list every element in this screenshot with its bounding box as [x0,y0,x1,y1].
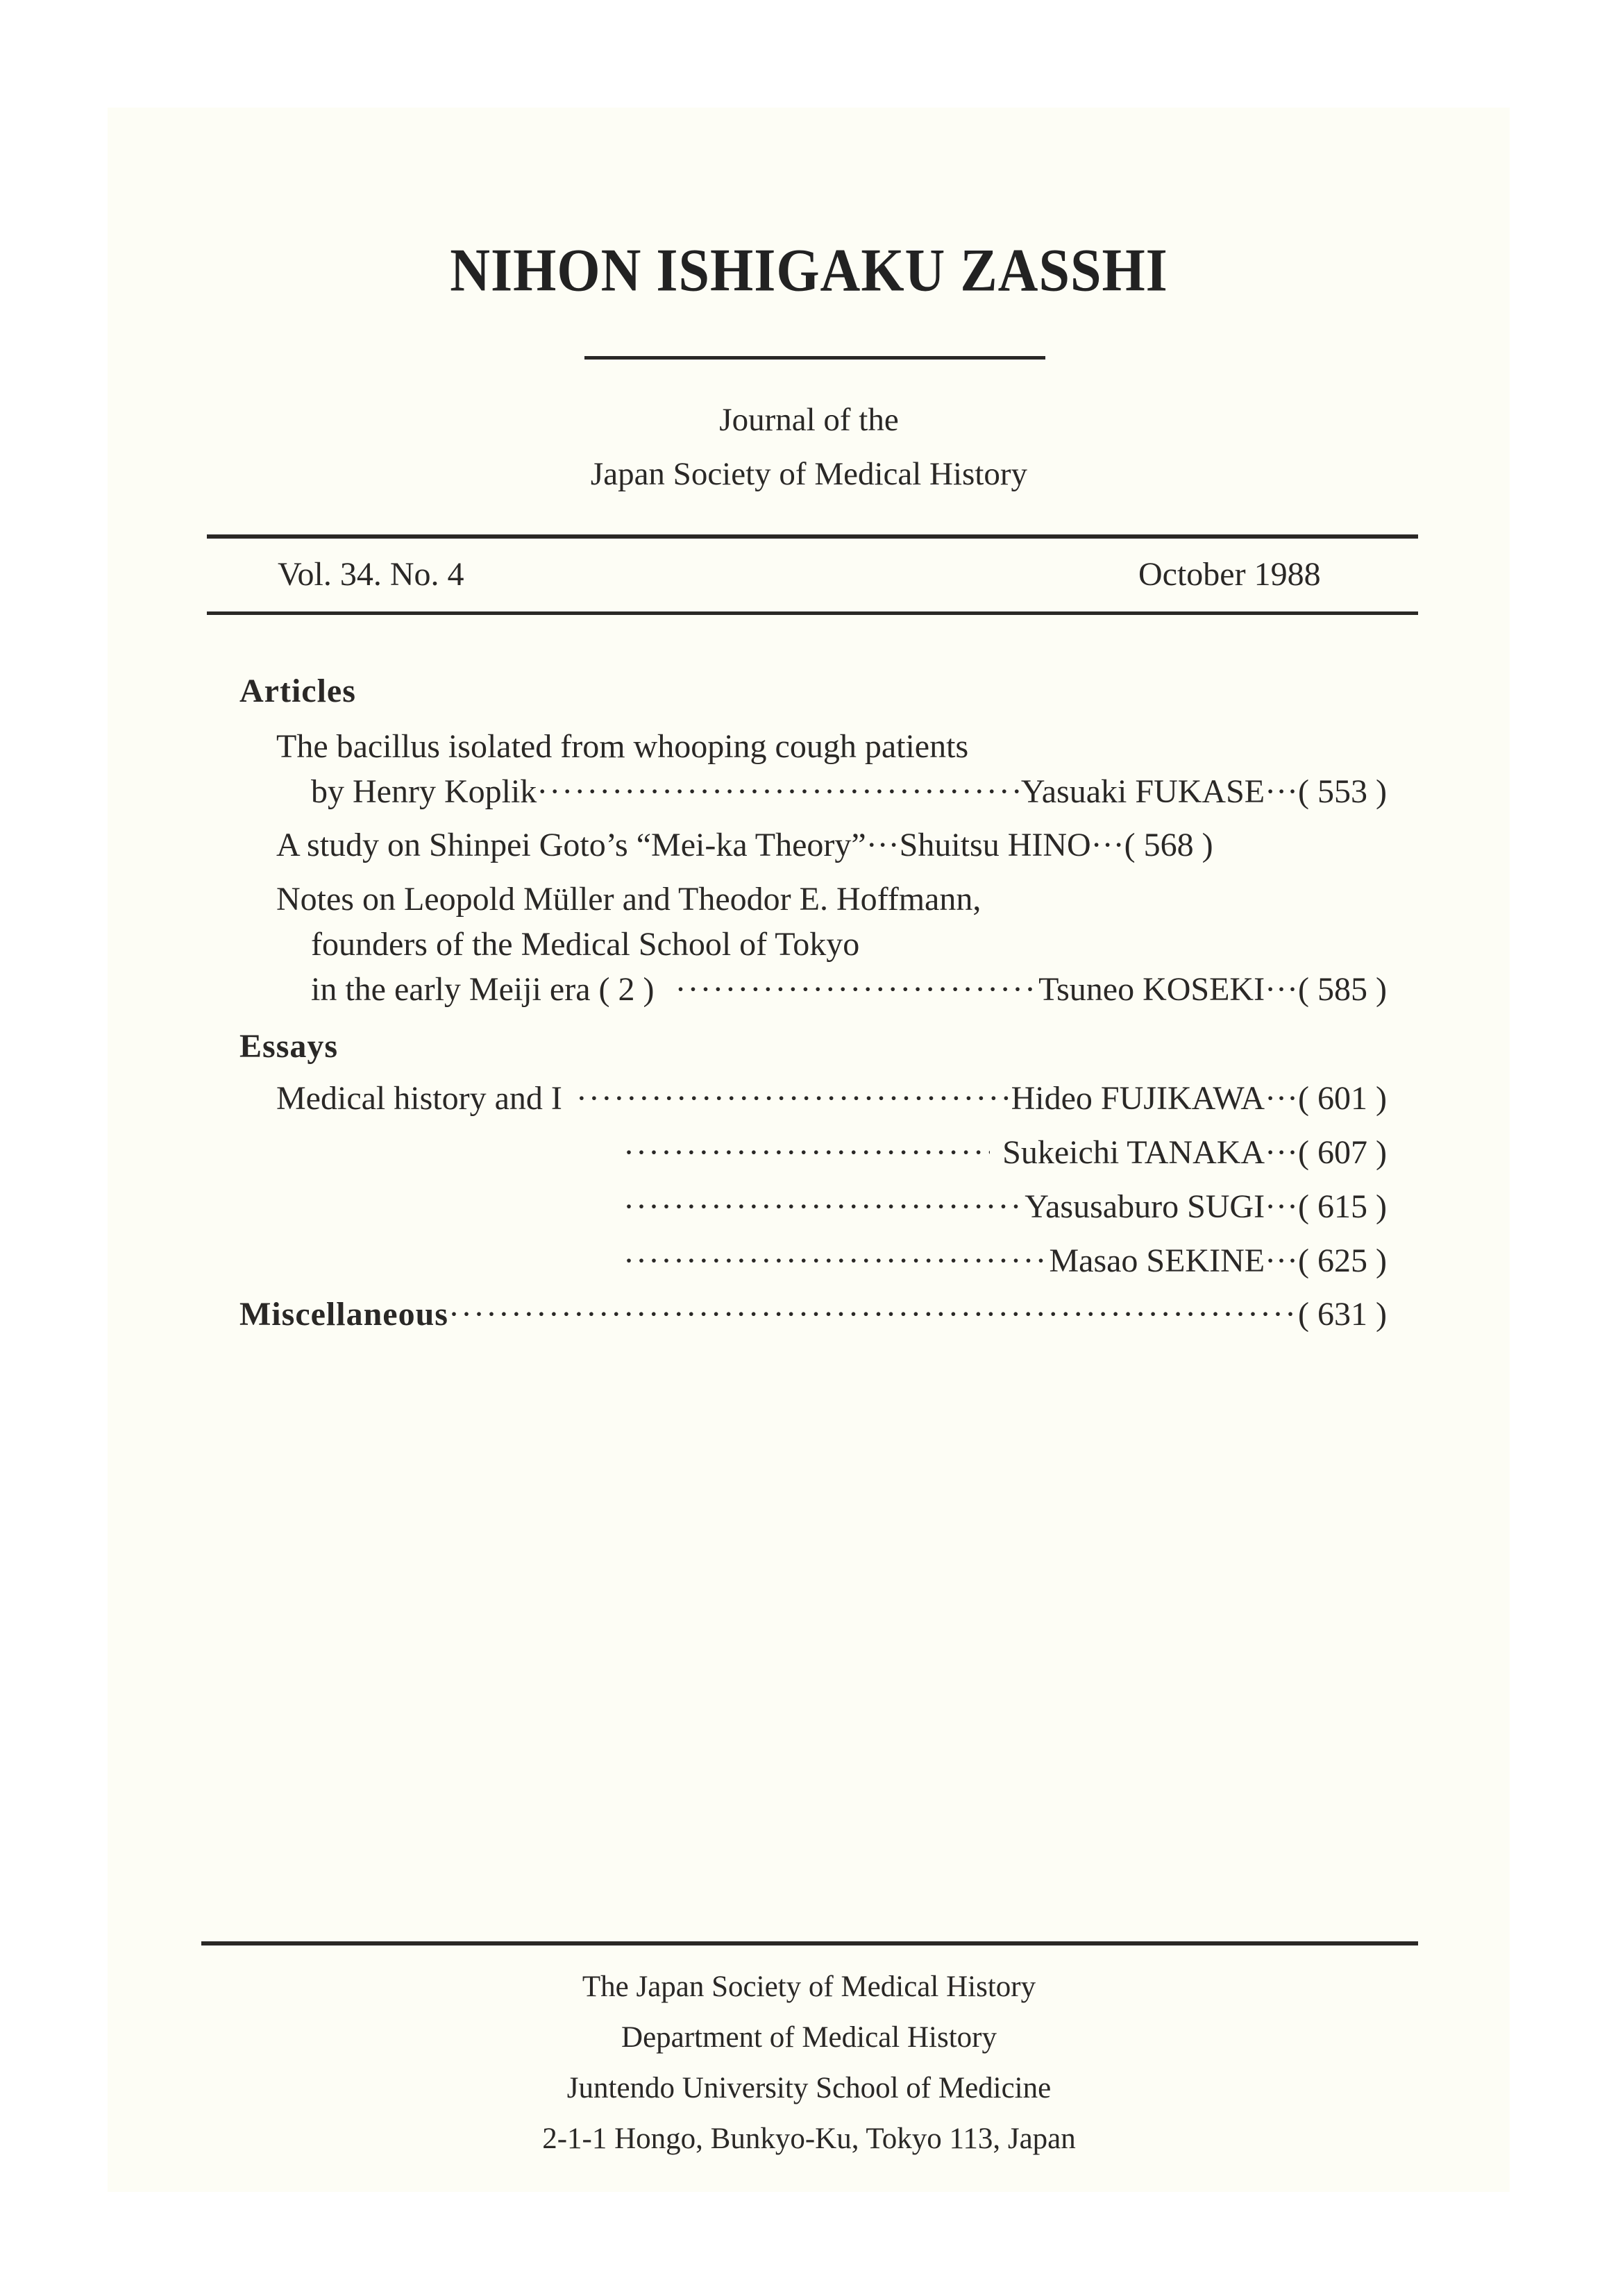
journal-subtitle-line2: Japan Society of Medical History [590,456,1028,492]
footer-line4: 2-1-1 Hongo, Bunkyo-Ku, Tokyo 113, Japan [542,2122,1076,2155]
leader-dots [675,970,1038,1008]
journal-subtitle-line1: Journal of the [719,402,899,438]
issue-date: October 1988 [1138,556,1321,593]
essay-row-1 [276,1079,1387,1117]
essay-3-author: Yasusaburo SUGI··· [1025,1188,1299,1225]
leader-dots [537,773,1021,811]
essay-2-author: Sukeichi TANAKA··· [1002,1134,1299,1171]
section-miscellaneous: Miscellaneous [239,1296,448,1333]
article-2-page: ( 568 ) [1124,827,1213,863]
article-1-page: ( 553 ) [1298,773,1387,810]
footer-line3: Juntendo University School of Medicine [566,2072,1052,2104]
article-2-title: A study on Shinpei Goto’s “Mei-ka Theory” [276,827,866,863]
journal-title: NIHON ISHIGAKU ZASSHI [450,237,1168,305]
article-3-row [311,970,1387,1008]
article-2-row [276,826,1387,864]
article-3-title-line2: founders of the Medical School of Tokyo [311,926,860,963]
essay-2-page: ( 607 ) [1298,1134,1387,1171]
essay-3-page: ( 615 ) [1298,1188,1387,1225]
article-3-page: ( 585 ) [1298,971,1387,1008]
leader-dots [576,1079,1011,1117]
footer-line2: Department of Medical History [621,2021,997,2054]
section-essays: Essays [239,1028,339,1065]
essay-row-4 [623,1242,1387,1280]
essay-1-page: ( 601 ) [1298,1080,1387,1117]
issue-volume: Vol. 34. No. 4 [278,556,464,593]
essay-heading: Medical history and I [276,1080,562,1117]
misc-row [239,1295,1387,1333]
article-1-row [311,773,1387,811]
article-3-title-line3: in the early Meiji era ( 2 ) [311,971,655,1008]
leader-dots [623,1133,990,1172]
section-articles: Articles [239,673,356,709]
title-divider [584,356,1045,360]
article-3-author: Tsuneo KOSEKI··· [1038,971,1299,1008]
article-3-title-line1: Notes on Leopold Müller and Theodor E. Hoffmann, [276,881,981,918]
article-1-title-line2: by Henry Koplik [311,773,537,810]
footer-line1: The Japan Society of Medical History [582,1970,1036,2003]
header-bottom-rule [207,611,1418,615]
article-2-author: ···Shuitsu HINO··· [866,827,1124,863]
leader-dots [623,1242,1049,1280]
essay-row-3 [623,1188,1387,1226]
essay-4-page: ( 625 ) [1298,1242,1387,1279]
essay-4-author: Masao SEKINE··· [1049,1242,1299,1279]
essay-1-author: Hideo FUJIKAWA··· [1011,1080,1299,1117]
footer-rule [201,1941,1418,1945]
essay-row-2 [623,1133,1387,1172]
header-top-rule [207,534,1418,539]
article-1-title-line1: The bacillus isolated from whooping cough patients [276,728,969,765]
misc-page: ( 631 ) [1298,1296,1387,1333]
leader-dots [623,1188,1025,1226]
article-1-author: Yasuaki FUKASE··· [1020,773,1299,810]
leader-dots [448,1295,1298,1333]
